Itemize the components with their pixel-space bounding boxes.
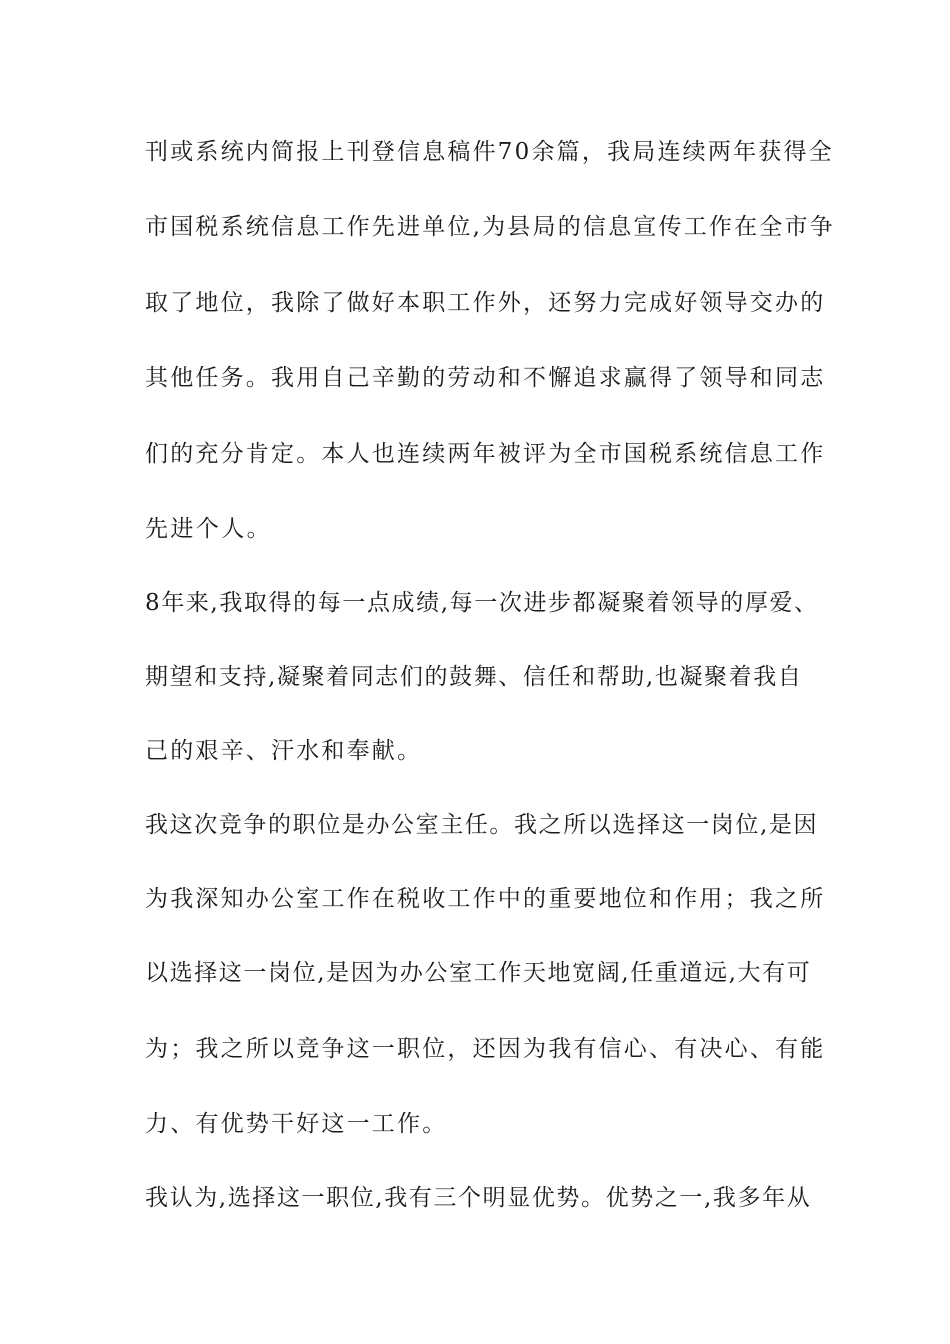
text-line: 以选择这一岗位,是因为办公室工作天地宽阔,任重道远,大有可 <box>145 960 812 986</box>
text-line: 先进个人。 <box>145 516 272 542</box>
text-line: 为；我之所以竞争这一职位，还因为我有信心、有决心、有能 <box>145 1036 826 1062</box>
text-line: 们的充分肯定。本人也连续两年被评为全市国税系统信息工作 <box>145 441 826 467</box>
text-line: 力、有优势干好这一工作。 <box>145 1111 448 1137</box>
text-line: 我这次竞争的职位是办公室主任。我之所以选择这一岗位,是因 <box>145 812 819 838</box>
text-line: 己的艰辛、汗水和奉献。 <box>145 738 423 764</box>
text-line: 为我深知办公室工作在税收工作中的重要地位和作用；我之所 <box>145 886 826 912</box>
text-line: 期望和支持,凝聚着同志们的鼓舞、信任和帮助,也凝聚着我自 <box>145 664 803 690</box>
text-line: 市国税系统信息工作先进单位,为县局的信息宣传工作在全市争 <box>145 214 835 240</box>
text-line: 其他任务。我用自己辛勤的劳动和不懈追求赢得了领导和同志 <box>145 365 826 391</box>
text-line: 我认为,选择这一职位,我有三个明显优势。优势之一,我多年从 <box>145 1185 812 1211</box>
text-line: 8年来,我取得的每一点成绩,每一次进步都凝聚着领导的厚爱、 <box>145 590 819 616</box>
text-line: 刊或系统内简报上刊登信息稿件70余篇，我局连续两年获得全 <box>145 139 834 165</box>
text-line: 取了地位，我除了做好本职工作外，还努力完成好领导交办的 <box>145 290 826 316</box>
